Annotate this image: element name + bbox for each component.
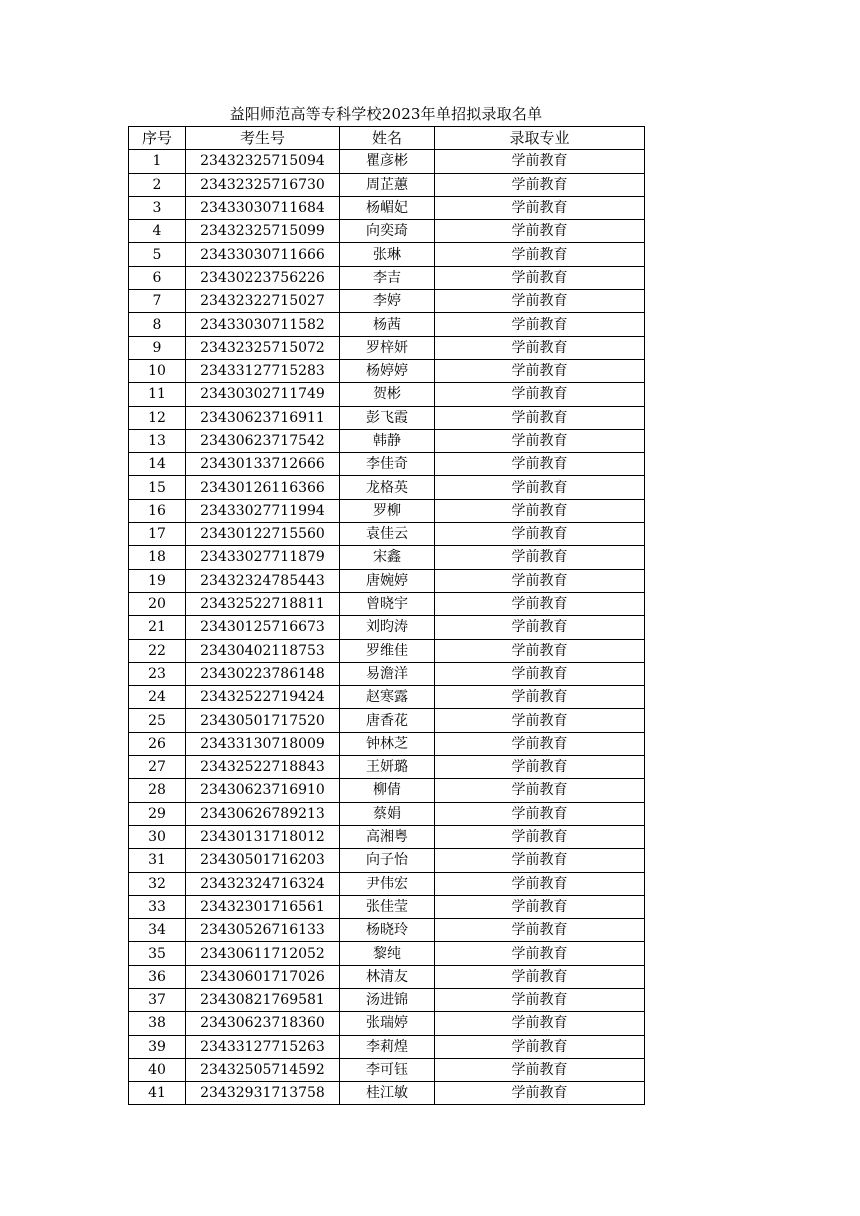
cell-exam-id: 23430133712666 (186, 453, 340, 476)
cell-name: 唐香花 (340, 709, 435, 732)
cell-major: 学前教育 (435, 942, 645, 965)
table-body (129, 150, 645, 1105)
cell-name: 李佳奇 (340, 453, 435, 476)
table-row (129, 1035, 645, 1058)
cell-seq: 39 (129, 1035, 186, 1058)
table-row (129, 872, 645, 895)
cell-seq: 29 (129, 802, 186, 825)
cell-name: 彭飞霞 (340, 406, 435, 429)
cell-name: 易澹洋 (340, 662, 435, 685)
cell-major: 学前教育 (435, 849, 645, 872)
table-row (129, 313, 645, 336)
table-row (129, 592, 645, 615)
cell-seq: 33 (129, 895, 186, 918)
cell-major: 学前教育 (435, 919, 645, 942)
table-row (129, 150, 645, 173)
cell-major: 学前教育 (435, 499, 645, 522)
cell-seq: 34 (129, 919, 186, 942)
cell-seq: 17 (129, 523, 186, 546)
table-row (129, 476, 645, 499)
cell-exam-id: 23433027711994 (186, 499, 340, 522)
cell-exam-id: 23432324785443 (186, 569, 340, 592)
cell-major: 学前教育 (435, 569, 645, 592)
admission-table (128, 126, 645, 1105)
cell-seq: 2 (129, 173, 186, 196)
cell-exam-id: 23430526716133 (186, 919, 340, 942)
table-row (129, 756, 645, 779)
table-row (129, 616, 645, 639)
cell-seq: 15 (129, 476, 186, 499)
cell-exam-id: 23432522719424 (186, 686, 340, 709)
cell-exam-id: 23432301716561 (186, 895, 340, 918)
cell-name: 向奕琦 (340, 220, 435, 243)
cell-exam-id: 23430501717520 (186, 709, 340, 732)
cell-name: 柳倩 (340, 779, 435, 802)
table-row (129, 1058, 645, 1081)
table-row (129, 1012, 645, 1035)
cell-major: 学前教育 (435, 243, 645, 266)
cell-name: 曾晓宇 (340, 592, 435, 615)
cell-exam-id: 23430623717542 (186, 429, 340, 452)
cell-major: 学前教育 (435, 779, 645, 802)
table-row (129, 266, 645, 289)
table-row (129, 243, 645, 266)
cell-seq: 11 (129, 383, 186, 406)
page-title: 益阳师范高等专科学校2023年单招拟录取名单 (229, 105, 543, 123)
cell-exam-id: 23430601717026 (186, 965, 340, 988)
table-row (129, 709, 645, 732)
cell-exam-id: 23432325715072 (186, 336, 340, 359)
table-row (129, 569, 645, 592)
cell-major: 学前教育 (435, 220, 645, 243)
header-exam-id: 考生号 (186, 127, 340, 150)
table-row (129, 942, 645, 965)
cell-seq: 7 (129, 290, 186, 313)
cell-exam-id: 23430402118753 (186, 639, 340, 662)
table-row (129, 290, 645, 313)
cell-name: 杨婷婷 (340, 359, 435, 382)
cell-name: 林清友 (340, 965, 435, 988)
cell-exam-id: 23430501716203 (186, 849, 340, 872)
cell-exam-id: 23432324716324 (186, 872, 340, 895)
cell-seq: 9 (129, 336, 186, 359)
cell-exam-id: 23430623716911 (186, 406, 340, 429)
cell-seq: 6 (129, 266, 186, 289)
table-row (129, 639, 645, 662)
cell-seq: 32 (129, 872, 186, 895)
cell-major: 学前教育 (435, 196, 645, 219)
cell-seq: 8 (129, 313, 186, 336)
cell-exam-id: 23433030711582 (186, 313, 340, 336)
cell-name: 袁佳云 (340, 523, 435, 546)
cell-name: 向子怡 (340, 849, 435, 872)
cell-major: 学前教育 (435, 173, 645, 196)
cell-seq: 21 (129, 616, 186, 639)
table-row (129, 686, 645, 709)
table-row (129, 662, 645, 685)
cell-seq: 24 (129, 686, 186, 709)
cell-seq: 4 (129, 220, 186, 243)
table-row (129, 779, 645, 802)
table-row (129, 220, 645, 243)
cell-exam-id: 23430126116366 (186, 476, 340, 499)
cell-major: 学前教育 (435, 1035, 645, 1058)
cell-exam-id: 23433130718009 (186, 732, 340, 755)
cell-name: 杨茜 (340, 313, 435, 336)
cell-exam-id: 23432325716730 (186, 173, 340, 196)
cell-seq: 30 (129, 825, 186, 848)
table-row (129, 802, 645, 825)
table-row (129, 1082, 645, 1105)
cell-name: 杨晓玲 (340, 919, 435, 942)
cell-seq: 36 (129, 965, 186, 988)
cell-seq: 5 (129, 243, 186, 266)
table-row (129, 523, 645, 546)
table-row (129, 499, 645, 522)
cell-name: 赵寒露 (340, 686, 435, 709)
cell-seq: 26 (129, 732, 186, 755)
cell-seq: 28 (129, 779, 186, 802)
cell-name: 张瑞婷 (340, 1012, 435, 1035)
cell-major: 学前教育 (435, 150, 645, 173)
cell-name: 贺彬 (340, 383, 435, 406)
cell-major: 学前教育 (435, 802, 645, 825)
cell-major: 学前教育 (435, 686, 645, 709)
cell-name: 刘昀涛 (340, 616, 435, 639)
cell-seq: 13 (129, 429, 186, 452)
table-row (129, 849, 645, 872)
cell-major: 学前教育 (435, 546, 645, 569)
cell-seq: 16 (129, 499, 186, 522)
cell-exam-id: 23432505714592 (186, 1058, 340, 1081)
header-major: 录取专业 (435, 127, 645, 150)
cell-exam-id: 23432325715094 (186, 150, 340, 173)
cell-major: 学前教育 (435, 523, 645, 546)
cell-exam-id: 23432325715099 (186, 220, 340, 243)
cell-name: 罗柳 (340, 499, 435, 522)
cell-seq: 19 (129, 569, 186, 592)
cell-exam-id: 23432322715027 (186, 290, 340, 313)
header-seq: 序号 (129, 127, 186, 150)
cell-name: 周芷蕙 (340, 173, 435, 196)
cell-name: 李莉煌 (340, 1035, 435, 1058)
cell-major: 学前教育 (435, 1058, 645, 1081)
cell-major: 学前教育 (435, 756, 645, 779)
table-row (129, 895, 645, 918)
cell-exam-id: 23430821769581 (186, 988, 340, 1011)
cell-name: 黎纯 (340, 942, 435, 965)
cell-name: 钟林芝 (340, 732, 435, 755)
cell-exam-id: 23433127715283 (186, 359, 340, 382)
cell-major: 学前教育 (435, 616, 645, 639)
cell-major: 学前教育 (435, 359, 645, 382)
cell-name: 蔡娟 (340, 802, 435, 825)
cell-name: 罗梓妍 (340, 336, 435, 359)
cell-seq: 20 (129, 592, 186, 615)
cell-major: 学前教育 (435, 1012, 645, 1035)
cell-major: 学前教育 (435, 825, 645, 848)
cell-exam-id: 23430122715560 (186, 523, 340, 546)
cell-major: 学前教育 (435, 336, 645, 359)
cell-major: 学前教育 (435, 266, 645, 289)
cell-major: 学前教育 (435, 639, 645, 662)
cell-name: 唐婉婷 (340, 569, 435, 592)
cell-exam-id: 23430223786148 (186, 662, 340, 685)
cell-name: 张琳 (340, 243, 435, 266)
header-name: 姓名 (340, 127, 435, 150)
cell-seq: 12 (129, 406, 186, 429)
cell-name: 汤进锦 (340, 988, 435, 1011)
cell-name: 杨嵋妃 (340, 196, 435, 219)
cell-major: 学前教育 (435, 662, 645, 685)
table-row (129, 546, 645, 569)
cell-exam-id: 23430125716673 (186, 616, 340, 639)
cell-seq: 40 (129, 1058, 186, 1081)
cell-name: 桂江敏 (340, 1082, 435, 1105)
cell-major: 学前教育 (435, 476, 645, 499)
table-row (129, 965, 645, 988)
cell-name: 瞿彦彬 (340, 150, 435, 173)
cell-exam-id: 23430623716910 (186, 779, 340, 802)
cell-seq: 31 (129, 849, 186, 872)
cell-exam-id: 23430626789213 (186, 802, 340, 825)
table-header-row (129, 127, 645, 150)
table-row (129, 453, 645, 476)
cell-seq: 1 (129, 150, 186, 173)
table-row (129, 429, 645, 452)
cell-exam-id: 23432522718843 (186, 756, 340, 779)
table-row (129, 196, 645, 219)
cell-exam-id: 23430223756226 (186, 266, 340, 289)
table-row (129, 359, 645, 382)
cell-major: 学前教育 (435, 383, 645, 406)
cell-seq: 3 (129, 196, 186, 219)
cell-seq: 25 (129, 709, 186, 732)
cell-major: 学前教育 (435, 872, 645, 895)
table-row (129, 919, 645, 942)
cell-seq: 35 (129, 942, 186, 965)
cell-major: 学前教育 (435, 406, 645, 429)
cell-name: 罗维佳 (340, 639, 435, 662)
cell-seq: 41 (129, 1082, 186, 1105)
cell-major: 学前教育 (435, 988, 645, 1011)
table-row (129, 988, 645, 1011)
cell-major: 学前教育 (435, 709, 645, 732)
cell-exam-id: 23433127715263 (186, 1035, 340, 1058)
cell-major: 学前教育 (435, 895, 645, 918)
cell-seq: 22 (129, 639, 186, 662)
cell-exam-id: 23430611712052 (186, 942, 340, 965)
cell-seq: 23 (129, 662, 186, 685)
cell-seq: 14 (129, 453, 186, 476)
cell-exam-id: 23433030711666 (186, 243, 340, 266)
cell-name: 李吉 (340, 266, 435, 289)
cell-name: 尹伟宏 (340, 872, 435, 895)
table-row (129, 173, 645, 196)
cell-name: 韩静 (340, 429, 435, 452)
cell-major: 学前教育 (435, 429, 645, 452)
cell-major: 学前教育 (435, 453, 645, 476)
cell-major: 学前教育 (435, 732, 645, 755)
cell-name: 王妍璐 (340, 756, 435, 779)
cell-exam-id: 23433027711879 (186, 546, 340, 569)
cell-major: 学前教育 (435, 1082, 645, 1105)
cell-major: 学前教育 (435, 290, 645, 313)
cell-major: 学前教育 (435, 965, 645, 988)
cell-name: 李可钰 (340, 1058, 435, 1081)
cell-exam-id: 23430623718360 (186, 1012, 340, 1035)
cell-name: 张佳莹 (340, 895, 435, 918)
cell-seq: 37 (129, 988, 186, 1011)
cell-name: 李婷 (340, 290, 435, 313)
cell-exam-id: 23430302711749 (186, 383, 340, 406)
cell-seq: 38 (129, 1012, 186, 1035)
cell-major: 学前教育 (435, 313, 645, 336)
cell-major: 学前教育 (435, 592, 645, 615)
cell-name: 宋鑫 (340, 546, 435, 569)
table-row (129, 732, 645, 755)
table-row (129, 336, 645, 359)
cell-exam-id: 23433030711684 (186, 196, 340, 219)
cell-name: 高湘粤 (340, 825, 435, 848)
cell-exam-id: 23432931713758 (186, 1082, 340, 1105)
cell-exam-id: 23430131718012 (186, 825, 340, 848)
table-row (129, 383, 645, 406)
cell-exam-id: 23432522718811 (186, 592, 340, 615)
table-row (129, 406, 645, 429)
table-row (129, 825, 645, 848)
cell-seq: 18 (129, 546, 186, 569)
cell-name: 龙格英 (340, 476, 435, 499)
cell-seq: 10 (129, 359, 186, 382)
cell-seq: 27 (129, 756, 186, 779)
